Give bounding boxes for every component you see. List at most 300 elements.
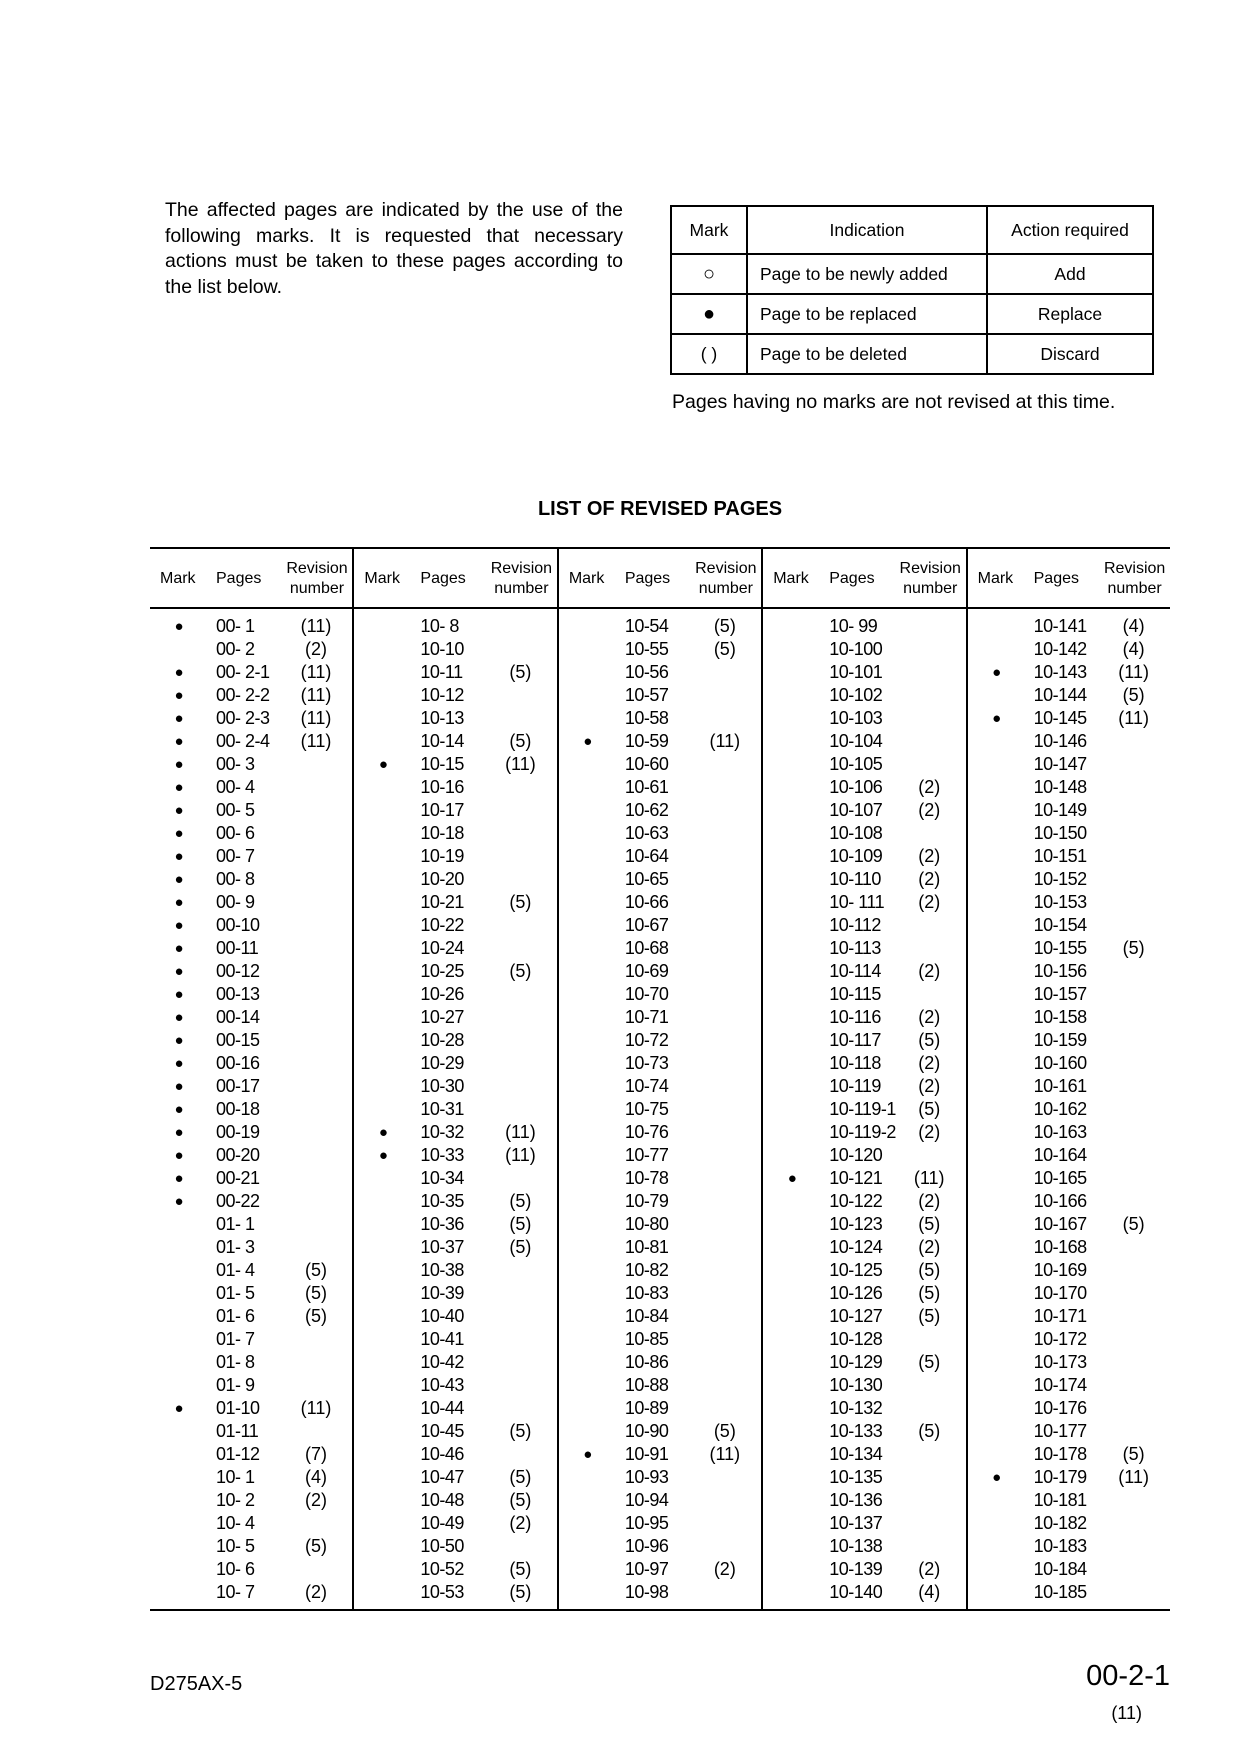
header-revision-number [282,559,352,599]
page-row [150,615,352,638]
page-number: 10-158 [1033,1007,1087,1027]
page-row [763,845,965,868]
page-row [559,822,761,845]
page-row [968,914,1170,937]
page-row [354,891,556,914]
replace-mark: ● [583,733,593,750]
page-number: 10-122 [829,1191,883,1211]
page-number: 10- 111 [829,892,885,912]
header-pages: Pages [216,570,262,587]
revision-number: (5) [1122,938,1145,958]
header-revision-number [691,559,761,599]
header-revision-line1: Revision [695,560,757,577]
page-number: 00-10 [216,915,260,935]
page-number: 10-72 [624,1030,669,1050]
header-revision-line2: number [1107,580,1162,597]
page-row [150,1535,352,1558]
page-row [559,1558,761,1581]
page-row [763,1489,965,1512]
page-row [150,638,352,661]
header-revision-number [895,559,965,599]
page-row [559,753,761,776]
page-number: 10-156 [1033,961,1087,981]
page-number: 10-119 [829,1076,881,1096]
revision-number: (11) [505,754,536,774]
page-row [968,1006,1170,1029]
page-row [763,730,965,753]
page-number: 10-76 [624,1122,669,1142]
revision-number: (5) [509,1490,532,1510]
page-row [559,1144,761,1167]
page-row [150,845,352,868]
page-row [150,1305,352,1328]
page-row [559,1190,761,1213]
revision-number: (2) [305,1582,327,1602]
page-number: 10-97 [624,1559,669,1579]
legend-action: Add [987,254,1153,294]
page-row [968,1397,1170,1420]
page-number: 10-182 [1033,1513,1087,1533]
replace-mark: ● [174,1055,184,1072]
column-header [559,549,761,609]
page-number: 00-12 [216,961,260,981]
page-number: 10-62 [624,800,669,820]
revision-number: (2) [918,869,941,889]
page-row [968,1374,1170,1397]
page-number: 10-41 [420,1329,464,1349]
page-number: 10-155 [1033,938,1087,958]
page-number: 10-157 [1033,984,1087,1004]
page-row [150,1558,352,1581]
page-number: 10-145 [1033,708,1087,728]
page-number: 10-96 [624,1536,669,1556]
page-row [354,1305,556,1328]
page-number: 10-119-1 [829,1099,896,1119]
page-row [150,891,352,914]
page-row [559,1397,761,1420]
page-row [559,891,761,914]
revision-number: (2) [918,777,941,797]
list-title: LIST OF REVISED PAGES [537,498,783,520]
page-number: 10-133 [829,1421,883,1441]
page-number: 10-159 [1033,1030,1087,1050]
page-row [354,707,556,730]
page-row [763,983,965,1006]
page-number: 10-42 [420,1352,464,1372]
page-number: 00- 2-3 [216,708,270,728]
revision-number: (5) [918,1283,941,1303]
page-number: 01- 5 [216,1283,255,1303]
page-number: 10-109 [829,846,883,866]
page-row [150,1466,352,1489]
page-number: 10-136 [829,1490,883,1510]
revision-number: (4) [918,1582,941,1602]
revision-number: (5) [918,1352,941,1372]
page-row [968,960,1170,983]
page-row [968,1236,1170,1259]
replace-mark: ● [174,1147,184,1164]
page-row [354,1328,556,1351]
page-number: 10-31 [420,1099,464,1119]
page-number: 10-116 [829,1007,881,1027]
page-number: 10-148 [1033,777,1087,797]
header-mark: Mark [568,570,605,587]
page-row [150,1351,352,1374]
revision-number: (11) [300,662,332,682]
page-number: 10-165 [1033,1168,1087,1188]
page-row [150,1259,352,1282]
page-number: 10-38 [420,1260,464,1280]
page-number: 10-79 [624,1191,669,1211]
replace-mark: ● [378,756,388,773]
page-number: 10-35 [420,1191,464,1211]
page-row [559,1512,761,1535]
page-row [968,1535,1170,1558]
revision-number: (4) [1122,616,1145,636]
page-number: 00-22 [216,1191,260,1211]
revision-number: (5) [918,1030,941,1050]
column-header [150,549,352,609]
page-number: 10-103 [829,708,883,728]
page-row [763,1052,965,1075]
page-number: 10-77 [624,1145,669,1165]
page-row [559,684,761,707]
replace-mark: ● [174,618,184,635]
page-number: 10-138 [829,1536,883,1556]
page-row [763,1351,965,1374]
page-number: 10-43 [420,1375,464,1395]
page-row [354,1236,556,1259]
page-number: 10-128 [829,1329,883,1349]
page-number: 10-170 [1033,1283,1087,1303]
page-row [150,1213,352,1236]
replace-mark: ● [174,664,184,681]
page-row [559,1466,761,1489]
page-row [763,960,965,983]
replace-mark: ● [174,733,184,750]
page-row [559,638,761,661]
page-number: 00- 9 [216,892,255,912]
page-row [559,1259,761,1282]
page-row [354,1075,556,1098]
page-row [559,1098,761,1121]
page-row [559,845,761,868]
header-revision-line1: Revision [490,560,553,577]
page-row [150,1121,352,1144]
page-number: 00- 4 [216,777,255,797]
replace-mark: ● [174,710,184,727]
replace-mark: ● [583,1446,593,1463]
replace-mark: ● [174,1400,184,1417]
page-number: 10-140 [829,1582,883,1602]
column-header [763,549,965,609]
page-row [763,1098,965,1121]
page-row [968,1098,1170,1121]
page-number: 10-143 [1033,662,1087,682]
revision-number: (5) [509,1467,532,1487]
page-number: 10-121 [829,1168,883,1188]
page-row [763,1259,965,1282]
header-revision-line1: Revision [1103,560,1166,577]
page-number: 10-49 [420,1513,464,1533]
replace-mark: ● [378,1124,388,1141]
replace-mark: ● [174,848,184,865]
page-number: 10-135 [829,1467,883,1487]
revision-number: (5) [509,892,532,912]
page-number: 10-82 [624,1260,669,1280]
page-row [354,776,556,799]
page-number: 00- 7 [216,846,255,866]
page-row [763,1374,965,1397]
page-row [150,1282,352,1305]
revision-number: (11) [300,708,332,728]
page-number: 10-113 [829,938,881,958]
revision-number: (4) [305,1467,327,1487]
header-revision-line2: number [494,580,549,597]
page-number: 10-85 [624,1329,669,1349]
page-row [968,776,1170,799]
page-row [968,1282,1170,1305]
page-number: 10-37 [420,1237,464,1257]
replace-mark: ● [174,940,184,957]
page-number: 10-105 [829,754,883,774]
revision-number: (11) [1118,1467,1149,1487]
revision-number: (5) [918,1099,941,1119]
page-row [559,960,761,983]
page-row [354,822,556,845]
page-row [150,1052,352,1075]
page-number: 00- 8 [216,869,255,889]
page-number: 10-88 [624,1375,669,1395]
page-row [968,707,1170,730]
header-mark: Mark [773,570,809,587]
page-row [150,707,352,730]
page-number: 10-166 [1033,1191,1087,1211]
page-number: 10-119-2 [829,1122,896,1142]
page-row [559,661,761,684]
revision-number: (2) [918,1122,941,1142]
page-row [354,1098,556,1121]
page-number: 10-162 [1033,1099,1087,1119]
page-number: 10-45 [420,1421,464,1441]
page-row [354,1535,556,1558]
header-revision-line2: number [289,580,345,597]
revision-number: (5) [918,1260,941,1280]
footer-model: D275AX-5 [150,1673,243,1695]
legend-header-indication: Indication [747,206,987,254]
revision-number: (5) [918,1214,941,1234]
revision-number: (11) [300,616,332,636]
revision-number: (5) [509,1559,532,1579]
page-row [968,1121,1170,1144]
page-number: 10-71 [624,1007,669,1027]
page-row [763,937,965,960]
page-row [763,1328,965,1351]
page-row [150,1098,352,1121]
page-number: 10-183 [1033,1536,1087,1556]
page-row [763,1558,965,1581]
page-row [150,1581,352,1604]
page-number: 10- 4 [216,1513,255,1533]
page-number: 10-46 [420,1444,464,1464]
page-number: 10-137 [829,1513,883,1533]
page-number: 10-27 [420,1007,464,1027]
page-row [354,1489,556,1512]
header-pages: Pages [420,570,466,587]
page-number: 10-57 [624,685,669,705]
page-row [150,776,352,799]
page-number: 10-160 [1033,1053,1087,1073]
page-row [968,891,1170,914]
page-number: 10-147 [1033,754,1087,774]
page-number: 00- 3 [216,754,255,774]
page-row [354,1351,556,1374]
page-row [354,1282,556,1305]
revision-number: (5) [918,1306,941,1326]
page-number: 10-39 [420,1283,464,1303]
pages-column-2 [352,549,556,1609]
page-row [150,983,352,1006]
page-row [763,638,965,661]
page-row [763,1075,965,1098]
revision-number: (2) [918,1053,941,1073]
page-number: 10-78 [624,1168,669,1188]
page-row [354,845,556,868]
page-row [559,707,761,730]
page-row [763,1236,965,1259]
legend-action: Replace [987,294,1153,334]
page-number: 10-108 [829,823,883,843]
page-number: 10-167 [1033,1214,1087,1234]
page-number: 10-178 [1033,1444,1087,1464]
page-number: 10-86 [624,1352,669,1372]
page-number: 10-32 [420,1122,464,1142]
revision-number: (11) [300,731,332,751]
page-number: 10-142 [1033,639,1087,659]
revision-number: (2) [918,800,941,820]
page-number: 01- 4 [216,1260,255,1280]
revision-number: (2) [305,1490,327,1510]
page-number: 10-144 [1033,685,1087,705]
page-number: 10-17 [420,800,464,820]
page-number: 10- 6 [216,1559,255,1579]
page-number: 10-120 [829,1145,883,1165]
page-row [354,684,556,707]
page-row [354,753,556,776]
page-number: 10-93 [624,1467,669,1487]
page-number: 10-68 [624,938,669,958]
page-number: 10-161 [1033,1076,1087,1096]
legend-indication: Page to be deleted [747,334,987,374]
page-number: 10-139 [829,1559,883,1579]
revision-number: (5) [918,1421,941,1441]
header-mark: Mark [977,570,1014,587]
page-row [354,1466,556,1489]
page-number: 10-64 [624,846,669,866]
page-number: 00-14 [216,1007,260,1027]
page-number: 00- 2-1 [216,662,270,682]
page-number: 10-172 [1033,1329,1087,1349]
page-row [150,1075,352,1098]
page-row [354,661,556,684]
page-number: 10-67 [624,915,669,935]
revision-number: (11) [913,1168,945,1188]
page-number: 10-154 [1033,915,1087,935]
page-row [968,1466,1170,1489]
page-number: 10- 1 [216,1467,255,1487]
page-number: 10-66 [624,892,669,912]
page-number: 10-75 [624,1099,669,1119]
page-row [150,661,352,684]
page-row [150,1420,352,1443]
page-row [559,1328,761,1351]
page-number: 10-36 [420,1214,464,1234]
page-row [763,1121,965,1144]
page-number: 10-10 [420,639,464,659]
revision-number: (2) [918,846,941,866]
page-row [968,1075,1170,1098]
page-number: 10-169 [1033,1260,1087,1280]
page-row [150,1397,352,1420]
page-number: 10-123 [829,1214,883,1234]
revision-number: (2) [918,1559,941,1579]
page-number: 10-14 [420,731,464,751]
page-row [968,1305,1170,1328]
page-number: 10-177 [1033,1421,1087,1441]
page-number: 10-65 [624,869,669,889]
replace-mark: ● [174,1009,184,1026]
page-row [968,1052,1170,1075]
page-number: 10-130 [829,1375,883,1395]
page-number: 10-181 [1033,1490,1087,1510]
page-number: 10-106 [829,777,883,797]
page-row [763,1512,965,1535]
footer-page-number: 00-2-1 [1086,1660,1170,1692]
page-row [150,1144,352,1167]
page-number: 10-98 [624,1582,669,1602]
page-number: 10-173 [1033,1352,1087,1372]
page-row [763,776,965,799]
page-row [150,937,352,960]
page-row [150,1374,352,1397]
page-number: 10-91 [624,1444,669,1464]
page-number: 10-13 [420,708,464,728]
page-number: 10-60 [624,754,669,774]
page-row [354,1259,556,1282]
page-number: 10-164 [1033,1145,1087,1165]
header-revision-line1: Revision [286,560,348,577]
page-row [559,868,761,891]
revision-number: (5) [305,1306,327,1326]
page-row [968,1328,1170,1351]
page-row [559,776,761,799]
page-number: 10- 2 [216,1490,255,1510]
page-number: 10-102 [829,685,883,705]
replace-mark: ● [992,710,1002,727]
revision-number: (11) [300,685,332,705]
page-number: 10-152 [1033,869,1087,889]
revision-number: (11) [300,1398,332,1418]
page-row [968,1144,1170,1167]
page-number: 01- 3 [216,1237,255,1257]
page-row [150,1489,352,1512]
page-row [354,1167,556,1190]
page-number: 10-176 [1033,1398,1087,1418]
page-row [559,1282,761,1305]
page-row [354,1558,556,1581]
page-number: 10-74 [624,1076,669,1096]
header-revision-number [1100,559,1170,599]
